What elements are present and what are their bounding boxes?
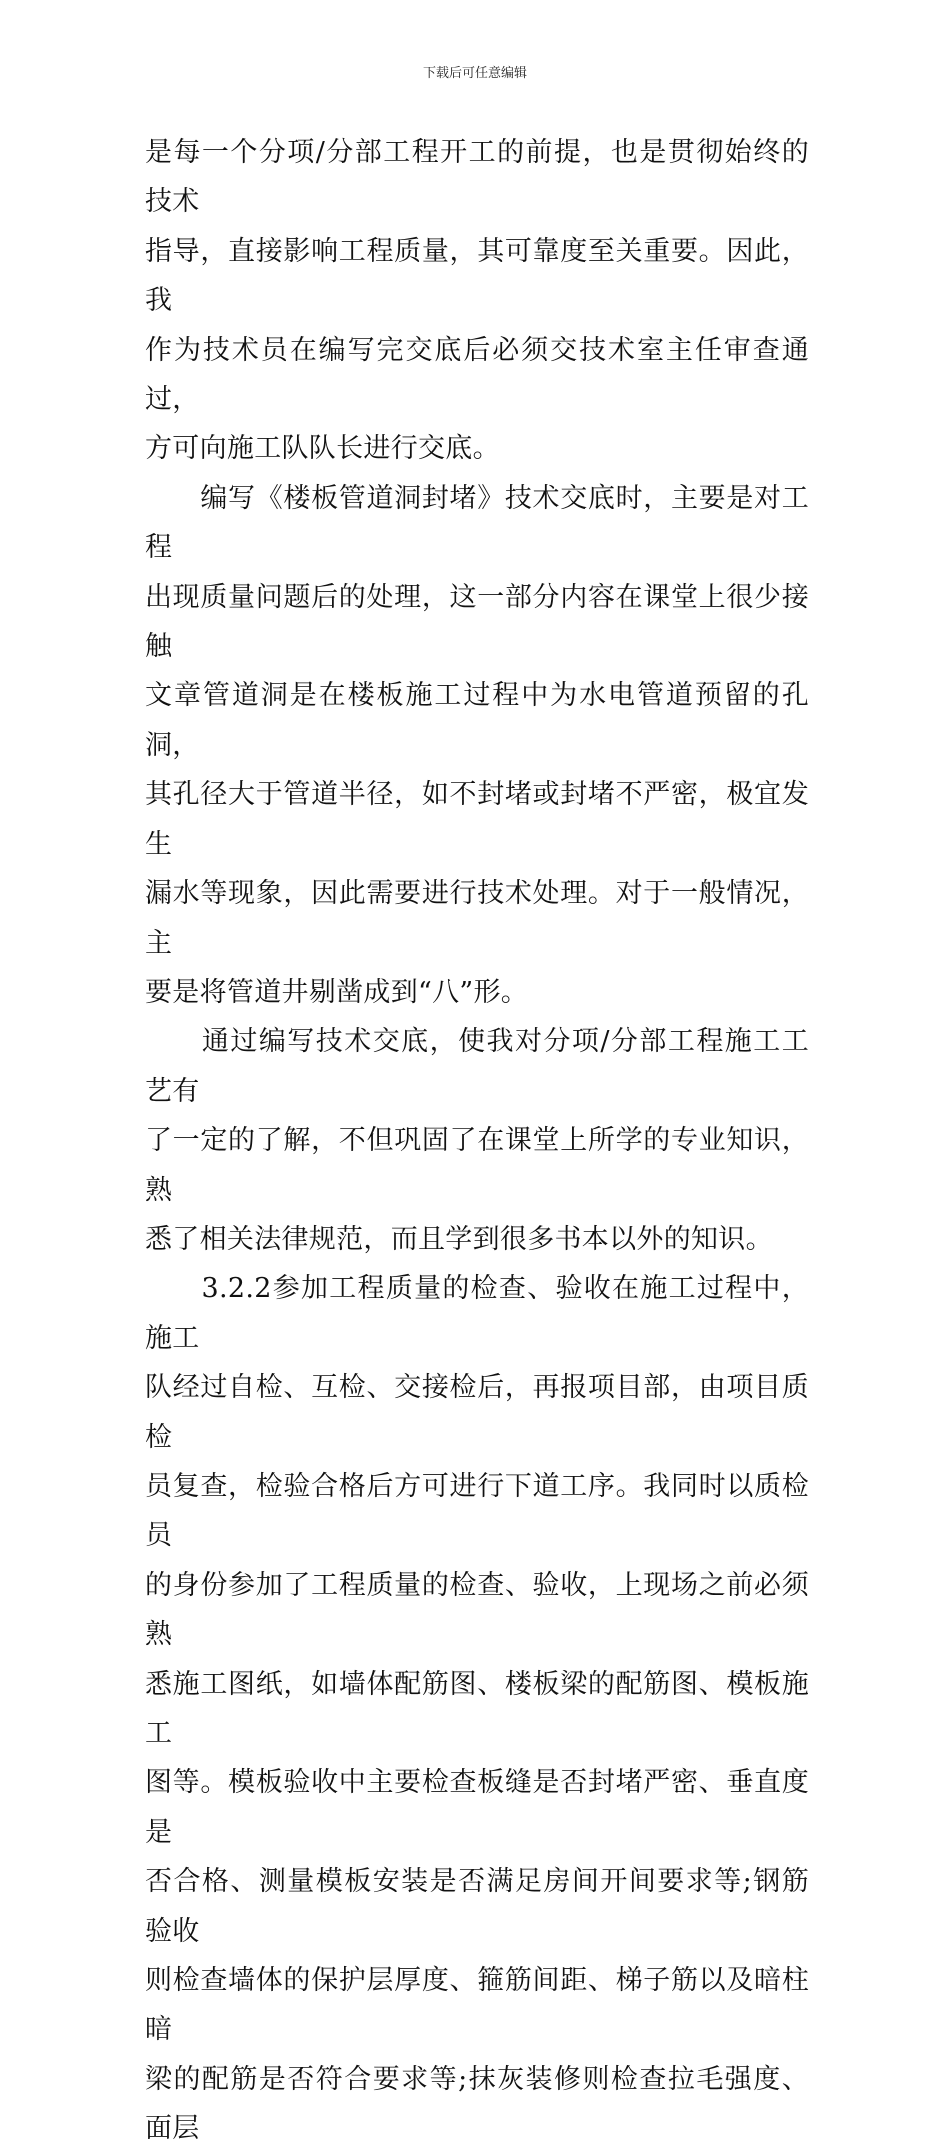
page-header-note: 下载后可任意编辑	[422, 66, 527, 81]
text-line: 是每一个分项/分部工程开工的前提，也是贯彻始终的技术	[145, 137, 809, 218]
text-line: 的身份参加了工程质量的检查、验收，上现场之前必须熟	[145, 1569, 809, 1651]
text-line: 了一定的了解，不但巩固了在课堂上所学的专业知识，熟	[145, 1125, 809, 1206]
document-body	[145, 128, 809, 2154]
text-line: 否合格、测量模板安装是否满足房间开间要求等;钢筋验收	[145, 1866, 809, 1947]
text-line: 指导，直接影响工程质量，其可靠度至关重要。因此，我	[145, 235, 809, 317]
text-line: 出现质量问题后的处理，这一部分内容在课堂上很少接触	[145, 581, 809, 663]
text-line: 其孔径大于管道半径，如不封堵或封堵不严密，极宜发生	[145, 779, 809, 860]
text-line: 悉了相关法律规范，而且学到很多书本以外的知识。	[145, 1223, 773, 1255]
paragraph-1	[145, 128, 809, 474]
text-line: 悉施工图纸，如墙体配筋图、楼板梁的配筋图、模板施工	[145, 1668, 809, 1749]
text-line: 则检查墙体的保护层厚度、箍筋间距、梯子筋以及暗柱暗	[145, 1965, 809, 2046]
text-line: 通过编写技术交底，使我对分项/分部工程施工工艺有	[145, 1026, 809, 1107]
text-line: 图等。模板验收中主要检查板缝是否封堵严密、垂直度是	[145, 1767, 809, 1848]
paragraph-3	[145, 1017, 809, 1264]
paragraph-4	[145, 1264, 809, 2153]
text-line: 编写《楼板管道洞封堵》技术交底时，主要是对工程	[145, 482, 809, 564]
text-line: 队经过自检、互检、交接检后，再报项目部，由项目质检	[145, 1372, 809, 1453]
text-line: 作为技术员在编写完交底后必须交技术室主任审查通过，	[145, 334, 809, 416]
text-line: 3.2.2参加工程质量的检查、验收在施工过程中，施工	[145, 1273, 809, 1354]
text-line: 文章管道洞是在楼板施工过程中为水电管道预留的孔洞，	[145, 680, 809, 761]
text-line: 员复查，检验合格后方可进行下道工序。我同时以质检员	[145, 1470, 809, 1552]
text-line: 方可向施工队队长进行交底。	[145, 433, 500, 465]
text-line: 漏水等现象，因此需要进行技术处理。对于一般情况，主	[145, 878, 809, 959]
text-line: 要是将管道井剔凿成到“八”形。	[145, 976, 529, 1008]
text-line: 梁的配筋是否符合要求等;抹灰装修则检查拉毛强度、面层	[145, 2063, 809, 2145]
paragraph-2	[145, 474, 809, 1017]
